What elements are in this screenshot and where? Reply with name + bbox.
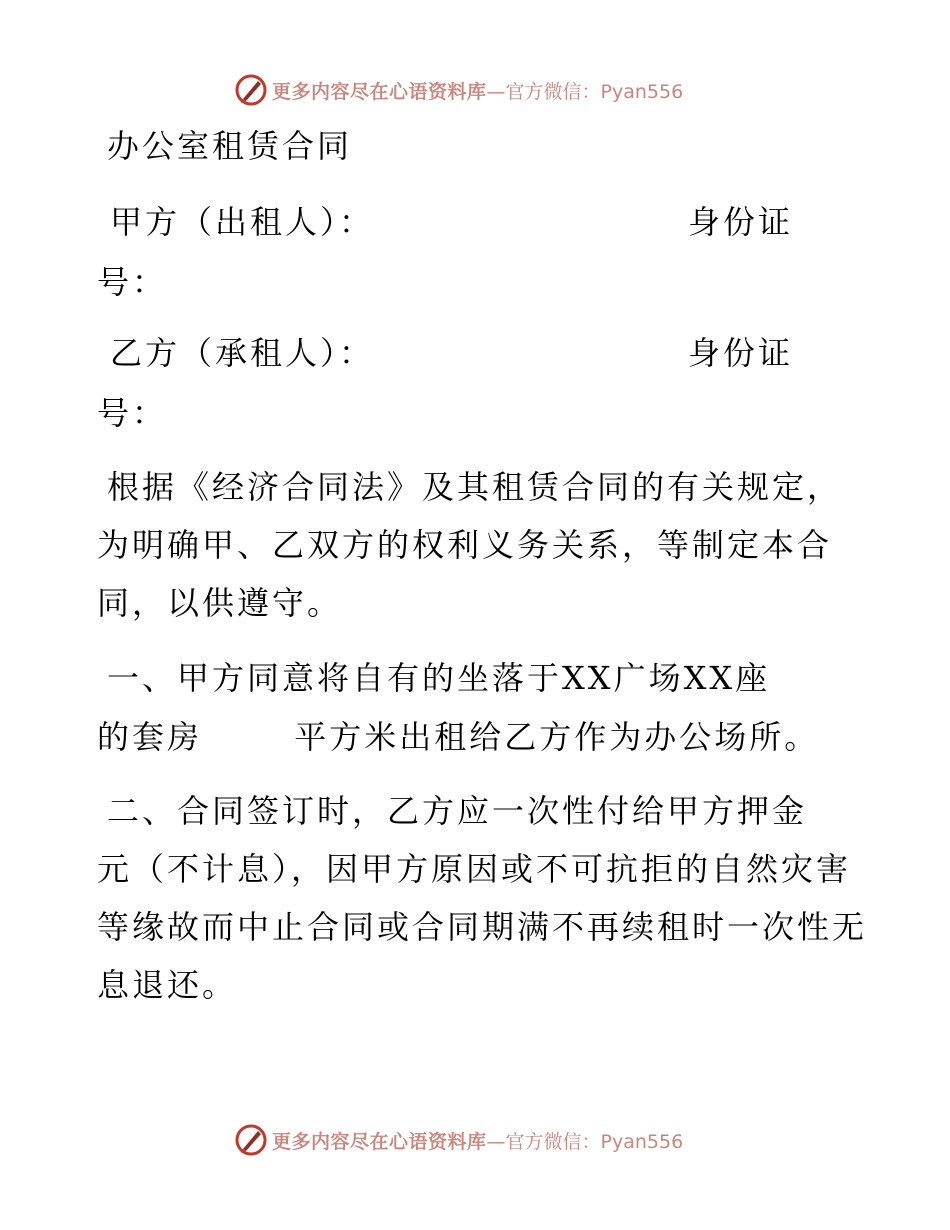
party-a-id-label-end: 号： bbox=[97, 263, 168, 301]
watermark-wechat-text: —官方微信：Pyan556 bbox=[486, 80, 684, 103]
party-b-id-label: 身份证 bbox=[688, 334, 794, 372]
party-a-label: 甲方（出租人）： bbox=[110, 203, 375, 241]
clause-2-line: 元（不计息），因甲方原因或不可抗拒的自然灾害 bbox=[97, 850, 852, 888]
clause-2-line: 息退还。 bbox=[97, 966, 238, 1004]
clause-1-line: 的套房 平方米出租给乙方作为办公场所。 bbox=[97, 718, 820, 756]
footer-watermark bbox=[234, 1122, 734, 1158]
clause-2-line: 等缘故而中止合同或合同期满不再续租时一次性无 bbox=[97, 908, 868, 946]
document-title: 办公室租赁合同 bbox=[107, 127, 353, 165]
party-a-id-label: 身份证 bbox=[688, 203, 794, 241]
preamble-line: 同，以供遵守。 bbox=[97, 584, 343, 622]
clause-1-line: 一、甲方同意将自有的坐落于XX广场XX座 bbox=[107, 659, 771, 697]
watermark-brand-text: 更多内容尽在心语资料库 bbox=[272, 80, 487, 103]
pen-logo-icon bbox=[234, 73, 268, 107]
header-watermark bbox=[234, 72, 734, 108]
clause-2-line: 二、合同签订时，乙方应一次性付给甲方押金 bbox=[107, 792, 808, 830]
watermark-brand-text: 更多内容尽在心语资料库 bbox=[272, 1130, 487, 1153]
party-b-label: 乙方（承租人）： bbox=[110, 334, 375, 372]
preamble-line: 根据《经济合同法》及其租赁合同的有关规定， bbox=[107, 468, 843, 506]
watermark-wechat-text: —官方微信：Pyan556 bbox=[486, 1130, 684, 1153]
pen-logo-icon bbox=[234, 1123, 268, 1157]
party-b-id-label-end: 号： bbox=[97, 394, 168, 432]
preamble-line: 为明确甲、乙双方的权利义务关系，等制定本合 bbox=[97, 526, 833, 564]
